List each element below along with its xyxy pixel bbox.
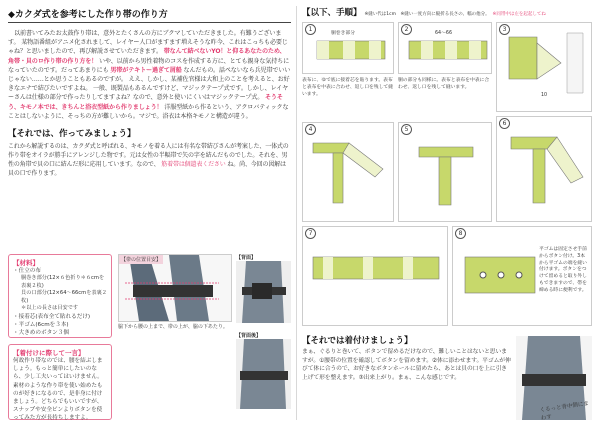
- step-1: 1 胴巻き部分: [302, 22, 394, 74]
- materials-title: 【材料】: [13, 259, 39, 267]
- material-item: 胴巻き部分(12×６色折り＊６cmを表裏２枚): [21, 275, 105, 289]
- intro-line-1: 以前書いてみたお太鼓作り帯は、意外とたくさんの方にブクマしていただきました。有難うございます。: [8, 30, 282, 47]
- step-2: 2 64〜66: [398, 22, 492, 74]
- intro-highlight-2: 男帯がテキトー過ぎて屑船: [110, 66, 182, 74]
- step-5-text: 胴の部分も同様に。表布と表布を中表に合わせ、返し口を残して縫います。: [398, 78, 490, 90]
- column-divider: [296, 6, 297, 420]
- photo-label: 【背面】: [236, 255, 257, 261]
- belt-position-illustration: [119, 255, 231, 321]
- tips-text: 何故作り帯なのでは、腰を結ぶしましょう。もっと簡単にしたいのなら、少し工夫いってはいけません。素材のような作り帯を使い始めたものが好きになるので、是非身に付けましょう。どちらでもいいですが、スナップや安全ピンよりボタンを使ってみた方が長持ちしますよ。: [13, 358, 103, 422]
- back-after-illustration: [236, 339, 291, 409]
- intro-line-4: いや、以前から男性着物のコスを作成する方に、とても親身な気持ちになっていたのです。だってあまりにも: [8, 57, 290, 74]
- intro-line-8: 一般、既製品もあるんですけど、マジックテープ式です。しかし、レイヤーさんは仕様の部分で作ったりしてますよね？なので、意外と使いにくいはマジックテープ式。: [8, 85, 289, 102]
- back-photo: [236, 254, 291, 326]
- materials-box: [8, 254, 112, 338]
- steps-heading: 【以下、手順】 ※縫い代は1cm ※縫い一度方向に縦折る長さの、幅の他分。 ※同帯中は左を起起してね: [302, 8, 546, 18]
- section-make-text: これから解説するのは、カクダ式と呼ばれる、キモノを着る人には有名な帯結びさんが考案した、一体式の作り帯をオイラが勝手にアレンジした物です。元は女性の半幅帯で矢の字を結んだものでした。それを、男性の角帯で貝の口に結んだ形に応用しています。なので、 筋着帯は個遺表ください ね。尚、今回の図解は貝の口で作ります。: [8, 143, 289, 178]
- tips-title: 【着付けに際して一言】: [13, 349, 85, 357]
- step-5: 5: [398, 122, 492, 222]
- intro-line-6: なんだもの。話ぺないなら兵児帯でいいじゃない……とか思うこともあるのですが。: [8, 66, 291, 84]
- page-title: ◆カクダ式を参考にした作り帯の作り方: [8, 6, 291, 23]
- material-item: ・平ゴム(6cmを３本): [13, 321, 69, 328]
- material-item: ＊以上の長さは目安です: [21, 305, 79, 311]
- left-column: [8, 6, 291, 420]
- photo-caption: くるっと背中側にまわす: [539, 400, 590, 422]
- intro-line-7: ええ、しかし、某補佐官様は大和上のことを考えると、お好きなエナで結びたいですよね。: [8, 76, 290, 93]
- material-item: 貝の口部分(12×64〜66cmを表裏２枚): [21, 290, 107, 304]
- photo-caption: 【帯の位置目安】: [121, 257, 162, 263]
- intro-line-10: 洋服型紙から作るという、アクロバティックなことはしないように、そっちの方が難しいから。マジで。浴衣は本格キモノと構造が違う。: [8, 103, 289, 120]
- back-illustration: [236, 261, 291, 323]
- back-after-photo: [236, 332, 291, 416]
- step-3: 3 10: [496, 22, 592, 112]
- step-4-diagram: [303, 123, 395, 223]
- intro-paragraph: [8, 29, 291, 121]
- photo-note: 脇下から腰の上まで、帯の上が、脇の下あたり。: [118, 324, 228, 330]
- steps-note: ※縫い代は1cm ※縫い一度方向に縦折る長さの、幅の他分。: [364, 12, 490, 17]
- intro-line-2: 某物語番組がアニメ化されまして、レイヤー人口がますます増えそうな昨今、これはこっちも必要じゃね？と思いましたので、再び解説させていただきます。: [8, 39, 288, 56]
- right-column: [302, 6, 594, 420]
- step-8: 8 平ゴムは固定させ手前からボタン付け。3本から平ゴムの端を縫い付けます。ボタンをつけて留めると取り外しもできますので、帯を締める時に便利です。: [452, 226, 592, 326]
- section-heading-make: 【それでは、作ってみましょう】: [8, 129, 136, 140]
- intro-highlight-3: そうそう、キモノ本では、きちんと浴衣型紙から作りましょう！: [8, 94, 283, 111]
- step-5-diagram: [399, 123, 493, 223]
- step-7: 7: [302, 226, 448, 326]
- material-item: ・大きめのボタン３個: [13, 329, 69, 336]
- wear-text: まぁ、ぐるりと巻いて、ボタンで留めるだけなので、難しいことはないと思いますが。①腰帯の位置を確認してボタンを留めます。②体に添わせます。平ゴムが伸びて体に合うので、お好きなボタンホールに留めたら、あとは貝の口を上に引き上げて形を整えます。③出来上がり。まぁ、こんな感じです。: [302, 349, 511, 381]
- tips-box: [8, 344, 112, 420]
- photo-label: 【背面後】: [236, 333, 262, 339]
- step-6: 6: [496, 116, 592, 222]
- wear-heading: 【それでは着付けましょう】: [302, 336, 413, 346]
- steps-note-red: ※同帯中は左を起起してね: [492, 12, 546, 17]
- material-item: ・仕立の布: [13, 268, 41, 274]
- material-item: ・接着芯(表布全て貼れるだけ): [13, 313, 91, 320]
- step-4: 4: [302, 122, 394, 222]
- step-4-text: 表布に、ゆで底に接着芯を貼ります。表布と表布を中表に合わせ、返し口を残して縫います。: [302, 78, 393, 97]
- belt-position-photo: [118, 254, 232, 322]
- step-7-diagram: [303, 227, 449, 327]
- step-6-diagram: [497, 117, 593, 223]
- intro-highlight: 帯なんて結べないYO！と仰るあなたのため、角帯・貝のロ作り帯の作り方を！: [8, 48, 286, 65]
